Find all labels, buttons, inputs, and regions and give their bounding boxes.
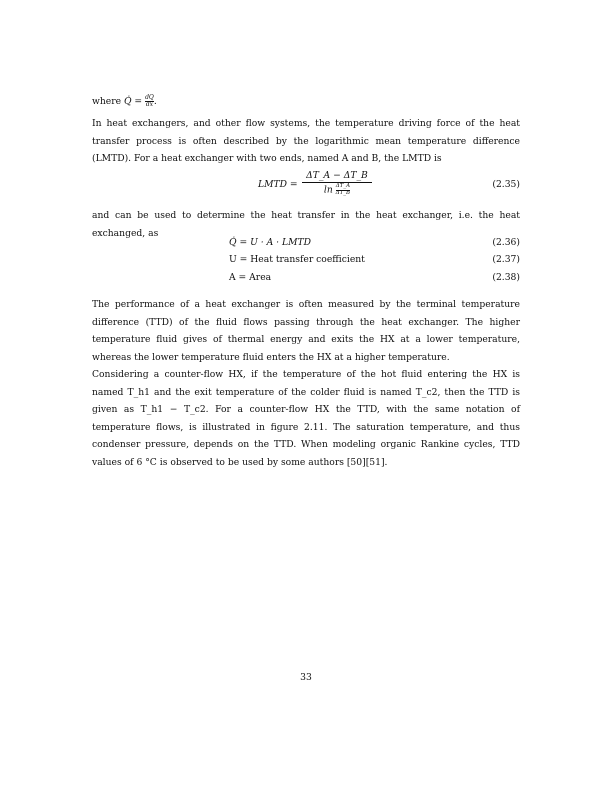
ln-label: ln <box>323 184 333 196</box>
ln-ratio-num: ΔT_A <box>335 183 351 189</box>
eq-2-35-fraction <box>302 170 372 196</box>
equation-2-38 <box>92 272 520 290</box>
paragraph-ttd-performance: The performance of a heat exchanger is often measured by the terminal temperature difference (TTD) of the fluid flows passing through the heat exchanger. The higher temperature fluid gives of thermal energy and exits the HX at a lower temperature, whereas the lower temperature fluid enters the HX at a higher temperature. <box>92 299 520 363</box>
where-suffix: . <box>153 96 157 107</box>
paragraph-heat-exchanged: and can be used to determine the heat transfer in the heat exchanger, i.e. the heat exchanged, as <box>92 210 520 239</box>
equation-2-35 <box>92 170 520 200</box>
eq-2-38-number: (2.38) <box>492 272 520 283</box>
eq-2-36-body: Q̇ = U · A · LMTD <box>229 237 311 248</box>
where-line <box>92 95 212 111</box>
eq-2-35-numerator: ΔT_A − ΔT_B <box>306 170 368 181</box>
eq-2-37-number: (2.37) <box>492 254 520 265</box>
equation-2-36 <box>92 237 520 255</box>
paragraph-counter-flow: Considering a counter-flow HX, if the temperature of the hot fluid entering the HX is named T_h1 and the exit temperature of the colder fluid is named T_c2, then the TTD is given as T_h1 − T_c2. For a counter-flow HX the TTD, with the same notation of temperature flows, is illustrated in figure 2.11. The saturation temperature, and thus condenser pressure, depends on the TTD. When modeling organic Rankine cycles, TTD values of 6 °C is observed to be used by some authors [50][51]. <box>92 369 520 468</box>
dq-dx-fraction <box>145 95 154 108</box>
eq-2-35-number: (2.35) <box>492 179 520 190</box>
dx-denominator: dx <box>145 101 154 108</box>
equation-2-37 <box>92 254 520 272</box>
ln-ratio-den: ΔT_B <box>335 189 351 196</box>
where-prefix: where <box>92 96 124 107</box>
eq-2-36-number: (2.36) <box>492 237 520 248</box>
eq-2-35-denominator <box>302 184 372 196</box>
eq-2-38-body: A = Area <box>229 272 272 283</box>
eq-2-35-lhs: LMTD = <box>258 179 298 190</box>
paragraph-lmtd-intro: In heat exchangers, and other flow systems, the temperature driving force of the heat transfer process is often described by the logarithmic mean temperature difference (LMTD). For a heat exchanger with two ends, named A and B, the LMTD is <box>92 118 520 165</box>
dq-numerator: dQ <box>145 94 154 101</box>
q-dot-symbol: Q̇ <box>123 96 132 107</box>
page-number: 33 <box>300 672 312 683</box>
eq-2-37-body: U = Heat transfer coefficient <box>229 254 365 265</box>
where-equals: = <box>131 96 146 107</box>
